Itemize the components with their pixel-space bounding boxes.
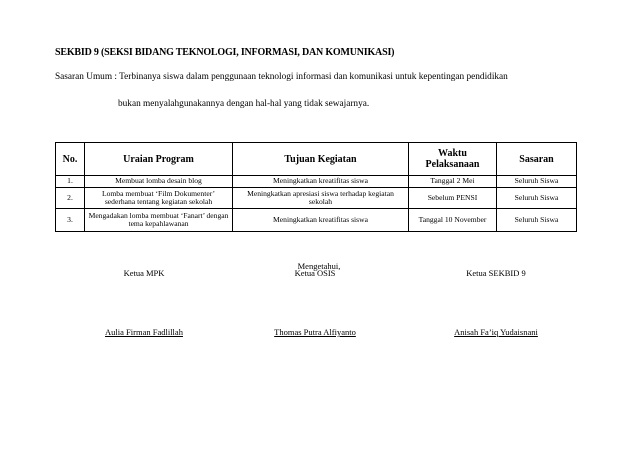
mengetahui-label: Mengetahui, — [297, 261, 341, 271]
signature-role-mpk: Ketua MPK — [123, 268, 165, 278]
table-row — [56, 188, 577, 209]
cell-tujuan: Meningkatkan kreatifitas siswa — [233, 176, 409, 188]
cell-uraian: Membuat lomba desain blog — [85, 176, 233, 188]
table-row — [56, 176, 577, 188]
header-waktu-line2: Pelaksanaan — [425, 159, 480, 170]
cell-sasaran: Seluruh Siswa — [497, 188, 577, 209]
cell-sasaran: Seluruh Siswa — [497, 176, 577, 188]
table-header-row — [56, 143, 577, 176]
sasaran-umum-line2: bukan menyalahgunakannya dengan hal-hal yang tidak sewajarnya. — [118, 99, 370, 109]
cell-waktu: Tanggal 2 Mei — [409, 176, 497, 188]
header-waktu-line1: Waktu — [438, 148, 467, 159]
header-no: No. — [56, 143, 85, 176]
header-tujuan: Tujuan Kegiatan — [233, 143, 409, 176]
header-uraian: Uraian Program — [85, 143, 233, 176]
cell-sasaran: Seluruh Siswa — [497, 209, 577, 232]
sasaran-umum-line1: Sasaran Umum : Terbinanya siswa dalam penggunaan teknologi informasi dan komunikasi untuk kepentingan pendidikan — [55, 72, 508, 82]
header-sasaran: Sasaran — [497, 143, 577, 176]
cell-uraian: Lomba membuat ‘Film Dokumenter’ sederhana tentang kegiatan sekolah — [85, 188, 233, 209]
signature-name-mpk: Aulia Firman Fadlillah — [105, 327, 183, 337]
cell-no: 3. — [56, 209, 85, 232]
cell-no: 1. — [56, 176, 85, 188]
program-table — [55, 142, 577, 232]
cell-uraian: Mengadakan lomba membuat ‘Fanart’ dengan tema kepahlawanan — [85, 209, 233, 232]
header-waktu — [409, 143, 497, 176]
signature-name-sekbid: Anisah Fa’iq Yudaisnani — [454, 327, 538, 337]
cell-tujuan: Meningkatkan kreatifitas siswa — [233, 209, 409, 232]
signature-role-sekbid: Ketua SEKBID 9 — [466, 268, 526, 278]
cell-no: 2. — [56, 188, 85, 209]
signature-name-osis: Thomas Putra Alfiyanto — [274, 327, 356, 337]
cell-waktu: Tanggal 10 November — [409, 209, 497, 232]
cell-waktu: Sebelum PENSI — [409, 188, 497, 209]
signature-role-osis: Ketua OSIS — [294, 268, 336, 278]
cell-tujuan: Meningkatkan apresiasi siswa terhadap kegiatan sekolah — [233, 188, 409, 209]
table-row — [56, 209, 577, 232]
section-heading: SEKBID 9 (SEKSI BIDANG TEKNOLOGI, INFORMASI, DAN KOMUNIKASI) — [55, 47, 395, 58]
